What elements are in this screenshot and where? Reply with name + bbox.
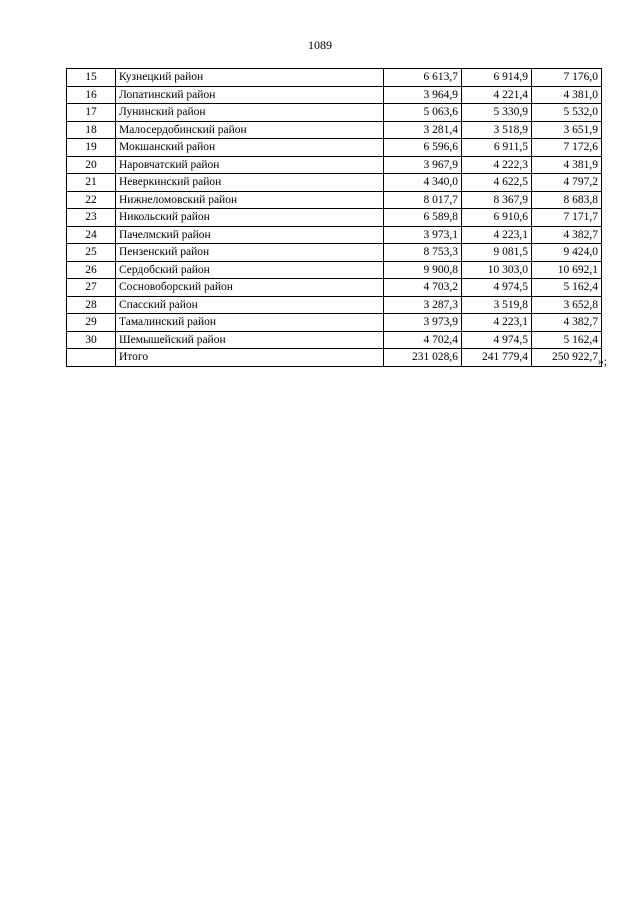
value-3-cell: 250 922,7 <box>532 349 602 367</box>
value-2-cell: 4 974,5 <box>462 331 532 349</box>
value-1-cell: 3 967,9 <box>384 156 462 174</box>
value-3-cell: 9 424,0 <box>532 244 602 262</box>
table-row <box>67 156 602 174</box>
value-2-cell: 5 330,9 <box>462 104 532 122</box>
value-3-cell: 4 381,0 <box>532 86 602 104</box>
table-row <box>67 226 602 244</box>
row-number-cell: 24 <box>67 226 116 244</box>
row-number-cell: 30 <box>67 331 116 349</box>
value-1-cell: 3 287,3 <box>384 296 462 314</box>
value-1-cell: 6 613,7 <box>384 69 462 87</box>
district-name-cell: Никольский район <box>116 209 384 227</box>
row-number-cell: 16 <box>67 86 116 104</box>
value-3-cell: 8 683,8 <box>532 191 602 209</box>
total-row <box>67 349 602 367</box>
table-row <box>67 121 602 139</box>
table-row <box>67 279 602 297</box>
value-2-cell: 4 221,4 <box>462 86 532 104</box>
row-number-cell: 18 <box>67 121 116 139</box>
value-2-cell: 10 303,0 <box>462 261 532 279</box>
value-3-cell: 5 532,0 <box>532 104 602 122</box>
row-number-cell: 20 <box>67 156 116 174</box>
value-1-cell: 9 900,8 <box>384 261 462 279</box>
row-number-cell <box>67 349 116 367</box>
row-number-cell: 29 <box>67 314 116 332</box>
row-number-cell: 21 <box>67 174 116 192</box>
district-name-cell: Лунинский район <box>116 104 384 122</box>
page-number: 1089 <box>308 38 332 52</box>
district-name-cell: Шемышейский район <box>116 331 384 349</box>
value-1-cell: 3 973,1 <box>384 226 462 244</box>
value-3-cell: 3 652,8 <box>532 296 602 314</box>
table-body <box>67 69 602 367</box>
value-3-cell: 5 162,4 <box>532 331 602 349</box>
row-number-cell: 25 <box>67 244 116 262</box>
row-number-cell: 22 <box>67 191 116 209</box>
district-name-cell: Итого <box>116 349 384 367</box>
district-name-cell: Спасский район <box>116 296 384 314</box>
table-row <box>67 191 602 209</box>
closing-quote-mark: »; <box>598 356 607 368</box>
table-row <box>67 261 602 279</box>
table-row <box>67 314 602 332</box>
table-row <box>67 209 602 227</box>
district-name-cell: Мокшанский район <box>116 139 384 157</box>
value-2-cell: 4 622,5 <box>462 174 532 192</box>
row-number-cell: 28 <box>67 296 116 314</box>
district-budget-table <box>66 68 602 367</box>
value-1-cell: 6 596,6 <box>384 139 462 157</box>
row-number-cell: 27 <box>67 279 116 297</box>
value-3-cell: 4 797,2 <box>532 174 602 192</box>
row-number-cell: 15 <box>67 69 116 87</box>
district-name-cell: Пензенский район <box>116 244 384 262</box>
value-1-cell: 8 017,7 <box>384 191 462 209</box>
value-2-cell: 3 519,8 <box>462 296 532 314</box>
table-row <box>67 139 602 157</box>
value-2-cell: 241 779,4 <box>462 349 532 367</box>
value-2-cell: 8 367,9 <box>462 191 532 209</box>
value-3-cell: 7 176,0 <box>532 69 602 87</box>
value-3-cell: 3 651,9 <box>532 121 602 139</box>
value-1-cell: 6 589,8 <box>384 209 462 227</box>
district-name-cell: Сердобский район <box>116 261 384 279</box>
value-3-cell: 10 692,1 <box>532 261 602 279</box>
value-2-cell: 4 223,1 <box>462 226 532 244</box>
value-1-cell: 8 753,3 <box>384 244 462 262</box>
table-row <box>67 69 602 87</box>
value-1-cell: 3 964,9 <box>384 86 462 104</box>
value-1-cell: 4 703,2 <box>384 279 462 297</box>
district-name-cell: Кузнецкий район <box>116 69 384 87</box>
district-name-cell: Нижнеломовский район <box>116 191 384 209</box>
table-row <box>67 331 602 349</box>
value-1-cell: 3 973,9 <box>384 314 462 332</box>
value-3-cell: 7 171,7 <box>532 209 602 227</box>
district-name-cell: Наровчатский район <box>116 156 384 174</box>
value-1-cell: 4 702,4 <box>384 331 462 349</box>
value-1-cell: 3 281,4 <box>384 121 462 139</box>
district-name-cell: Неверкинский район <box>116 174 384 192</box>
value-3-cell: 4 382,7 <box>532 226 602 244</box>
value-2-cell: 4 974,5 <box>462 279 532 297</box>
value-2-cell: 6 914,9 <box>462 69 532 87</box>
value-2-cell: 6 911,5 <box>462 139 532 157</box>
row-number-cell: 17 <box>67 104 116 122</box>
table-row <box>67 174 602 192</box>
value-3-cell: 4 381,9 <box>532 156 602 174</box>
value-1-cell: 4 340,0 <box>384 174 462 192</box>
table-row <box>67 104 602 122</box>
value-3-cell: 4 382,7 <box>532 314 602 332</box>
value-2-cell: 9 081,5 <box>462 244 532 262</box>
value-2-cell: 3 518,9 <box>462 121 532 139</box>
value-2-cell: 6 910,6 <box>462 209 532 227</box>
table-row <box>67 296 602 314</box>
value-3-cell: 7 172,6 <box>532 139 602 157</box>
value-1-cell: 5 063,6 <box>384 104 462 122</box>
value-1-cell: 231 028,6 <box>384 349 462 367</box>
district-name-cell: Пачелмский район <box>116 226 384 244</box>
district-name-cell: Сосновоборский район <box>116 279 384 297</box>
row-number-cell: 19 <box>67 139 116 157</box>
row-number-cell: 26 <box>67 261 116 279</box>
district-name-cell: Малосердобинский район <box>116 121 384 139</box>
district-name-cell: Тамалинский район <box>116 314 384 332</box>
value-2-cell: 4 222,3 <box>462 156 532 174</box>
table-row <box>67 86 602 104</box>
table-row <box>67 244 602 262</box>
value-3-cell: 5 162,4 <box>532 279 602 297</box>
district-name-cell: Лопатинский район <box>116 86 384 104</box>
value-2-cell: 4 223,1 <box>462 314 532 332</box>
row-number-cell: 23 <box>67 209 116 227</box>
